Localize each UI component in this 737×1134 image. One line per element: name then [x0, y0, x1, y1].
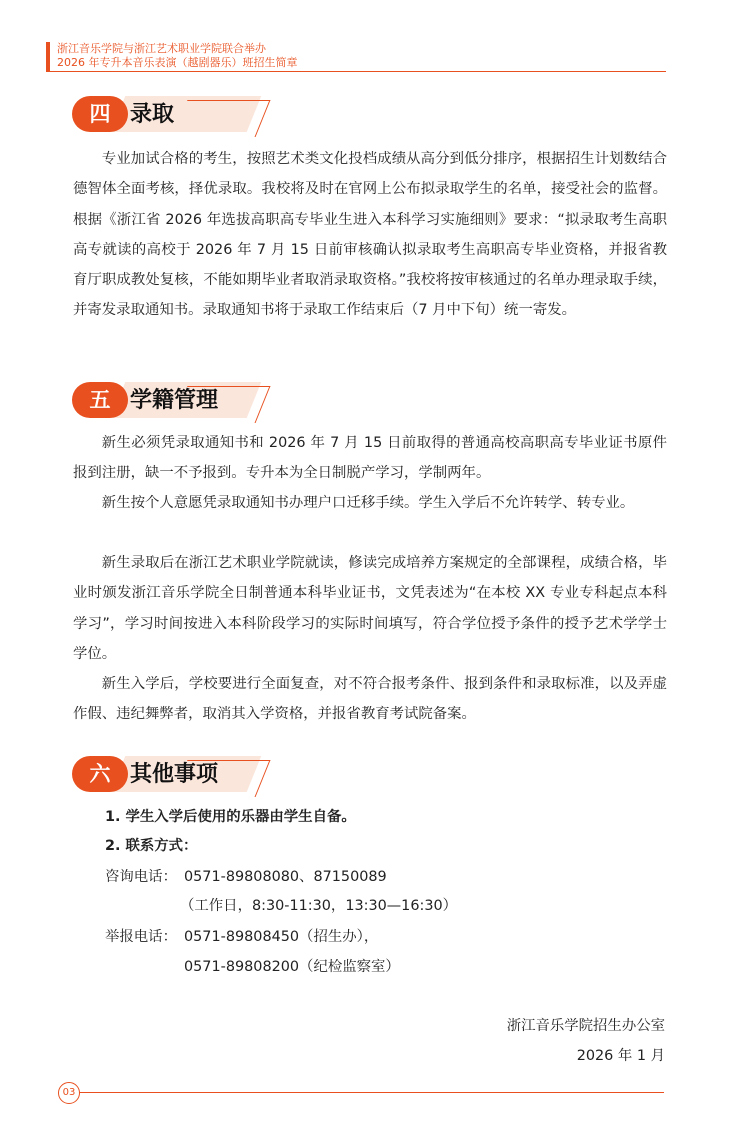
report-phone-admissions: 0571-89808450（招生办），: [184, 929, 379, 945]
enrollment-paragraph-2: 新生按个人意愿凭录取通知书办理户口迁移手续。学生入学后不允许转学、转专业。: [101, 495, 635, 511]
signature-date: 2026 年 1 月: [576, 1048, 665, 1064]
section-heading-admission: [72, 94, 272, 140]
section-number: 五: [72, 382, 128, 418]
section-title: 录取: [130, 101, 175, 127]
other-item-instruments: 1. 学生入学后使用的乐器由学生自备。: [105, 809, 356, 825]
consult-hours: （工作日，8:30-11:30，13:30—16:30）: [180, 898, 458, 914]
enrollment-paragraph-1: 新生必须凭录取通知书和 2026 年 7 月 15 日前取得的普通高校高职高专毕业证书原件报到注册，缺一不予报到。专升本为全日制脱产学习，学制两年。: [73, 435, 667, 482]
section-title: 学籍管理: [130, 387, 219, 413]
footer-divider: [72, 1092, 664, 1093]
consult-label: 咨询电话：: [105, 869, 177, 885]
section-number: 四: [72, 96, 128, 132]
section-heading-enrollment: [72, 380, 272, 426]
header-line-1: 浙江音乐学院与浙江艺术职业学院联合举办: [57, 42, 266, 55]
other-item-contact: 2. 联系方式：: [105, 838, 198, 854]
enrollment-paragraph-3: 新生录取后在浙江艺术职业学院就读，修读完成培养方案规定的全部课程，成绩合格，毕业时颁发浙江音乐学院全日制普通本科毕业证书，文凭表述为“在本校 XX 专业专科起点本科学习”，学习时间按进入本科阶段学习的实际时间填写，符合学位授予条件的授予艺术学学士学位。: [73, 555, 667, 662]
enrollment-paragraph-4: 新生入学后，学校要进行全面复查，对不符合报考条件、报到条件和录取标准，以及弄虚作假、违纪舞弊者，取消其入学资格，并报省教育考试院备案。: [73, 676, 667, 723]
report-phone-discipline: 0571-89808200（纪检监察室）: [184, 959, 400, 975]
report-label: 举报电话：: [105, 929, 177, 945]
header-accent-bar: [46, 42, 50, 72]
section-title: 其他事项: [130, 761, 219, 787]
section-heading-other: [72, 754, 272, 800]
header-divider: [46, 71, 666, 72]
consult-phone: 0571-89808080、87150089: [184, 869, 387, 885]
signature-office: 浙江音乐学院招生办公室: [506, 1018, 665, 1034]
admission-paragraph: 专业加试合格的考生，按照艺术类文化投档成绩从高分到低分排序，根据招生计划数结合德智体全面考核，择优录取。我校将及时在官网上公布拟录取学生的名单，接受社会的监督。根据《浙江省 2026 年选拔高职高专毕业生进入本科学习实施细则》要求：“拟录取考生高职高专就读的高校于 2026 年 7 月 15 日前审核确认拟录取考生高职高专毕业资格，并报省教育厅职成教处复核，不能如期毕业者取消录取资格。”我校将按审核通过的名单办理录取手续，并寄发录取通知书。录取通知书将于录取工作结束后（7 月中下旬）统一寄发。: [73, 151, 667, 319]
section-number: 六: [72, 756, 128, 792]
header-line-2: 2026 年专升本音乐表演（越剧器乐）班招生简章: [57, 56, 298, 69]
page-number: 03: [58, 1082, 80, 1104]
